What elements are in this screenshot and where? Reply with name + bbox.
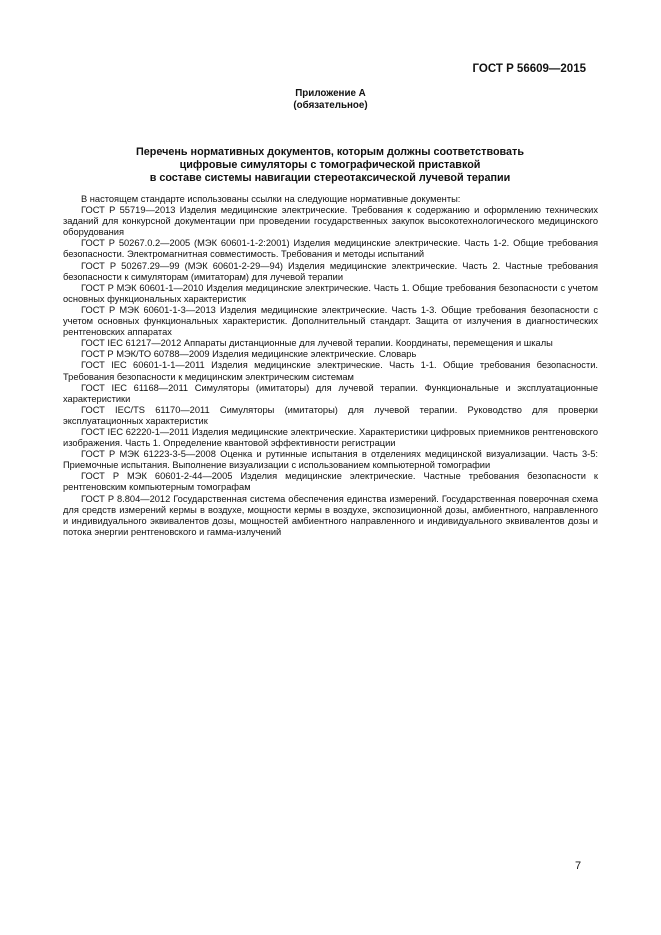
heading-line: Перечень нормативных документов, которым должны соответствовать [136,146,524,158]
reference-item: ГОСТ Р МЭК 60601-2-44—2005 Изделия медицинские электрические. Частные требования безопасности к рентгеновским компьютерным томографам [63,471,598,493]
reference-item: ГОСТ Р 50267.0.2—2005 (МЭК 60601-1-2:2001) Изделия медицинские электрические. Часть 1-2. Общие требования безопасности. Электромагнитная совместимость. Требования и методы испытаний [63,238,598,260]
reference-item: ГОСТ Р МЭК 61223-3-5—2008 Оценка и рутинные испытания в отделениях медицинской визуализации. Часть 3-5: Приемочные испытания. Выполнение визуализации с использованием компьютерной томографии [63,449,598,471]
reference-item: ГОСТ Р 50267.29—99 (МЭК 60601-2-29—94) Изделия медицинские электрические. Часть 2. Частные требования безопасности к симуляторам (имитаторам) для лучевой терапии [63,260,598,282]
section-heading [60,146,600,185]
reference-item: ГОСТ IEC 62220-1—2011 Изделия медицинские электрические. Характеристики цифровых приемников рентгеновского изображения. Часть 1. Определение квантовой эффективности регистрации [63,426,598,449]
reference-item: ГОСТ IEC 61168—2011 Симуляторы (имитаторы) для лучевой терапии. Функциональные и эксплуатационные характеристики [63,382,598,404]
reference-item: ГОСТ Р МЭК 60601-1-3—2013 Изделия медицинские электрические. Часть 1-3. Общие требования безопасности с учетом основных функциональных характеристик. Дополнительный стандарт. Защита от излучения в диагностических рентгеновских аппаратах [63,304,598,338]
body-text [63,194,598,538]
heading-line: в составе системы навигации стереотаксической лучевой терапии [149,172,511,184]
reference-item: ГОСТ IEC 61217—2012 Аппараты дистанционные для лучевой терапии. Координаты, перемещения и шкалы [81,338,553,349]
reference-item: ГОСТ Р 55719—2013 Изделия медицинские электрические. Требования к содержанию и оформлению технических заданий для конкурсной документации при проведении государственных закупок высокотехнологического медицинского оборудования [63,205,598,238]
reference-item: ГОСТ Р МЭК/ТО 60788—2009 Изделия медицинские электрические. Словарь [81,349,417,360]
reference-item: ГОСТ IEC/TS 61170—2011 Симуляторы (имитаторы) для лучевой терапии. Руководство для проверки эксплуатационных характеристик [63,404,598,426]
appendix-status: (обязательное) [293,100,368,111]
heading-line: цифровые симуляторы с томографической приставкой [179,159,481,171]
page-number: 7 [575,860,582,872]
document-code: ГОСТ Р 56609—2015 [472,63,586,75]
reference-item: ГОСТ Р 8.804—2012 Государственная система обеспечения единства измерений. Государственная поверочная схема для средств измерений кермы в воздухе, мощности кермы в воздухе, экспозиционной дозы, амбиентного, направленного и индивидуального эквивалентов дозы, мощностей амбиентного направленного и индивидуального эквивалентов дозы и потока энергии рентгеновского и гамма-излучений [63,493,598,537]
reference-item: ГОСТ Р МЭК 60601-1—2010 Изделия медицинские электрические. Часть 1. Общие требования безопасности с учетом основных функциональных характеристик [63,282,598,304]
intro-paragraph: В настоящем стандарте использованы ссылки на следующие нормативные документы: [81,194,461,204]
appendix-title: Приложение А [295,88,366,99]
reference-item: ГОСТ IEC 60601-1-1—2011 Изделия медицинские электрические. Часть 1-1. Общие требования безопасности. Требования безопасности к медицинским электрическим системам [63,360,598,382]
